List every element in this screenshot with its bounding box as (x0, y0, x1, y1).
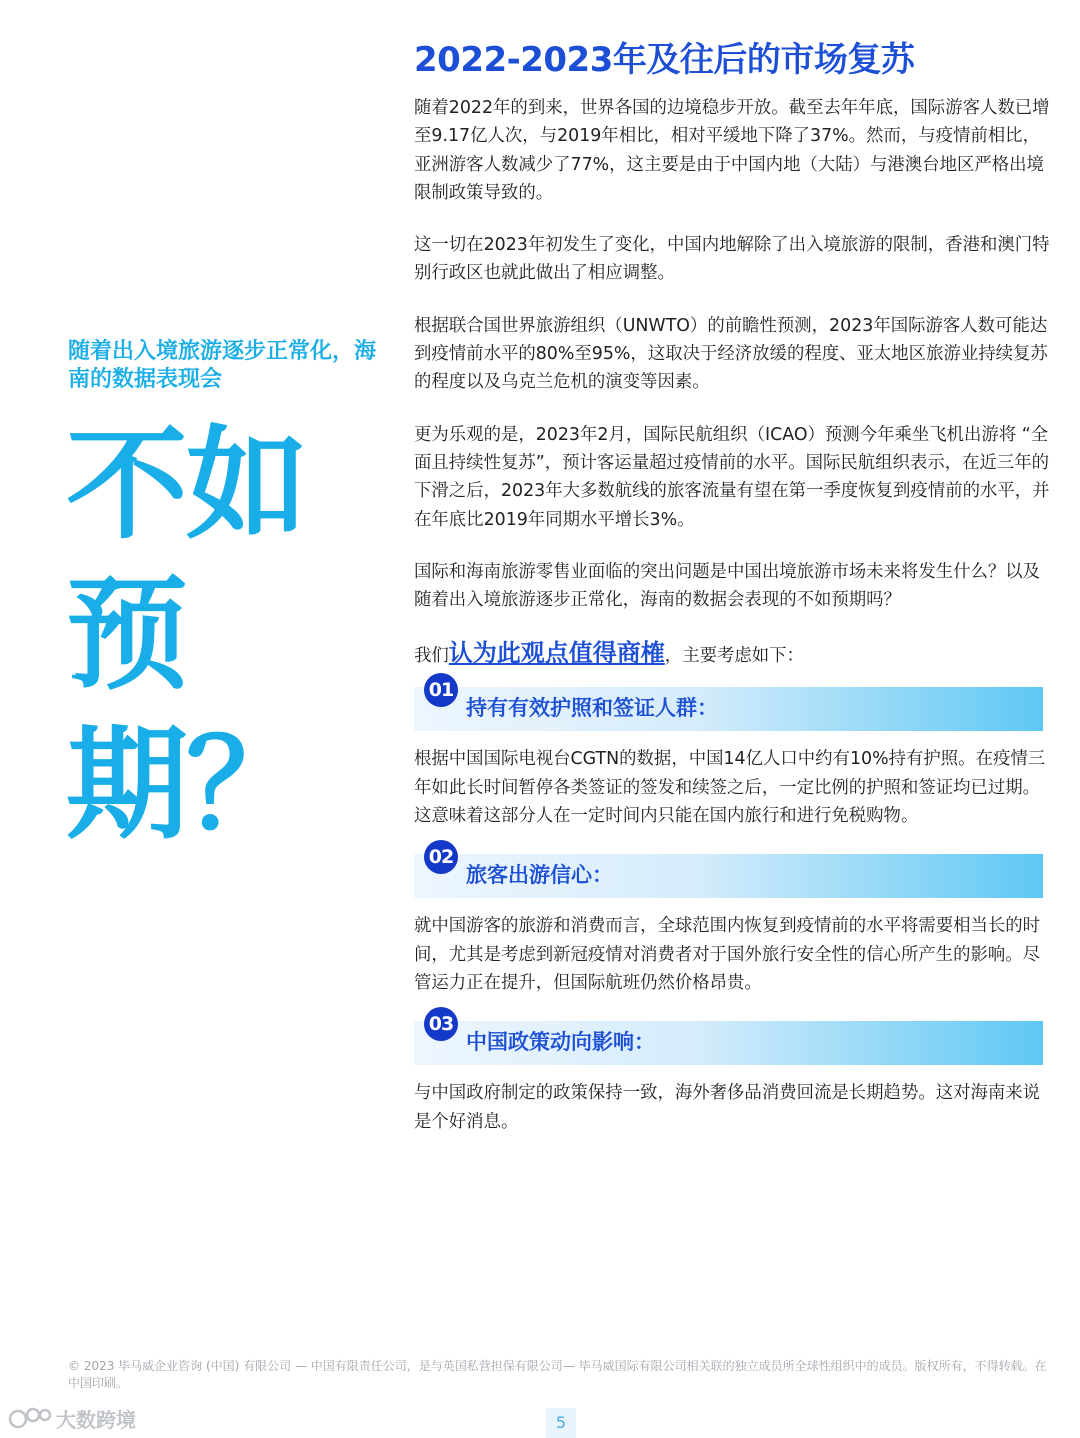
section-number-badge: 02 (424, 840, 458, 874)
big-title (66, 410, 386, 860)
section-header-03 (414, 1013, 1043, 1065)
section-header-02 (414, 846, 1043, 898)
paragraph: 随着2022年的到来，世界各国的边境稳步开放。截至去年年底，国际游客人数已增至9.17亿人次，与2019年相比，相对平缓地下降了37%。然而，与疫情前相比，亚洲游客人数减少了77%，这主要是由于中国内地（大陆）与港澳台地区严格出境限制政策导致的。 (414, 98, 1050, 203)
section-title: 持有有效护照和签证人群： (466, 696, 718, 721)
lead-prefix: 我们 (414, 646, 449, 667)
watermark-text: 大数跨境 (56, 1407, 136, 1432)
main-content (414, 36, 1054, 1160)
paragraph: 根据联合国世界旅游组织（UNWTO）的前瞻性预测，2023年国际游客人数可能达到疫情前水平的80%至95%，这取决于经济放缓的程度、亚太地区旅游业持续复苏的程度以及乌克兰危机的演变等因素。 (414, 315, 1048, 393)
watermark-logo (8, 1404, 136, 1432)
lead-suffix: ，主要考虑如下： (664, 646, 804, 667)
section-body: 与中国政府制定的政策保持一致，海外奢侈品消费回流是长期趋势。这对海南来说是个好消息。 (414, 1083, 1041, 1132)
section-body: 根据中国国际电视台CGTN的数据，中国14亿人口中约有10%持有护照。在疫情三年如此长时间暂停各类签证的签发和续签之后，一定比例的护照和签证均已过期。这意味着这部分人在一定时间内只能在国内旅行和进行免税购物。 (414, 749, 1046, 827)
section-header-01 (414, 679, 1043, 731)
section-body: 就中国游客的旅游和消费而言，全球范围内恢复到疫情前的水平将需要相当长的时间，尤其是考虑到新冠疫情对消费者对于国外旅行安全性的信心所产生的影响。尽管运力正在提升，但国际航班仍然价格昂贵。 (414, 916, 1041, 993)
paragraph: 国际和海南旅游零售业面临的突出问题是中国出境旅游市场未来将发生什么？以及随着出入境旅游逐步正常化，海南的数据会表现的不如预期吗？ (414, 561, 1041, 611)
section-number-badge: 01 (424, 673, 458, 707)
footer-copyright: © 2023 毕马威企业咨询 (中国) 有限公司 — 中国有限责任公司，是与英国私营担保有限公司— 毕马威国际有限公司相关联的独立成员所全球性组织中的成员。版权所有，不得转载。在中国印刷。 (68, 1359, 1047, 1390)
lead-sentence (414, 638, 1054, 671)
section-title: 中国政策动向影响： (466, 1030, 655, 1055)
page-heading: 2022-2023年及往后的市场复苏 (414, 40, 915, 80)
sidebar-subtitle: 随着出入境旅游逐步正常化，海南的数据表现会 (68, 339, 377, 392)
page-number: 5 (546, 1408, 576, 1438)
lead-link[interactable]: 认为此观点值得商榷 (448, 639, 665, 668)
watermark-icon (8, 1406, 52, 1430)
paragraph: 更为乐观的是，2023年2月，国际民航组织（ICAO）预测今年乘坐飞机出游将 “全面且持续性复苏”，预计客运量超过疫情前的水平。国际民航组织表示，在近三年的下滑之后，2023年大多数航线的旅客流量有望在第一季度恢复到疫情前的水平，并在年底比2019年同期水平增长3%。 (414, 424, 1050, 530)
section-title: 旅客出游信心： (466, 863, 613, 888)
big-title-line1: 不如 (66, 414, 306, 556)
big-title-line2: 预期？ (66, 564, 306, 856)
paragraph: 这一切在2023年初发生了变化，中国内地解除了出入境旅游的限制，香港和澳门特别行政区也就此做出了相应调整。 (414, 235, 1050, 284)
section-number-badge: 03 (424, 1007, 458, 1041)
